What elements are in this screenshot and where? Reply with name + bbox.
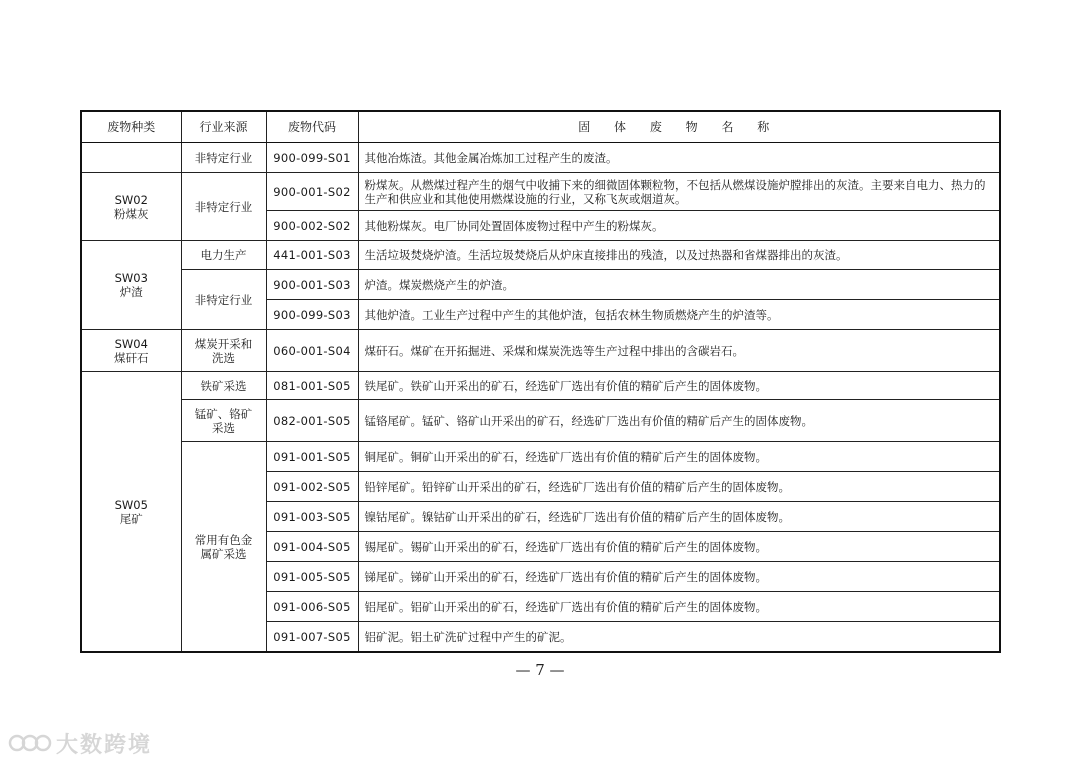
desc-cell: 炉渣。煤炭燃烧产生的炉渣。 [358,270,1000,300]
source-cell: 常用有色金 属矿采选 [181,442,266,653]
category-cell: SW04 煤矸石 [81,330,181,372]
table-row [81,372,1000,400]
desc-cell: 煤矸石。煤矿在开拓掘进、采煤和煤炭洗选等生产过程中排出的含碳岩石。 [358,330,1000,372]
table-row [81,143,1000,173]
header-category: 废物种类 [81,111,181,143]
desc-cell: 其他炉渣。工业生产过程中产生的其他炉渣，包括农林生物质燃烧产生的炉渣等。 [358,300,1000,330]
table-row [81,400,1000,442]
header-source: 行业来源 [181,111,266,143]
desc-cell: 生活垃圾焚烧炉渣。生活垃圾焚烧后从炉床直接排出的残渣，以及过热器和省煤器排出的灰渣。 [358,241,1000,270]
table-row [81,330,1000,372]
desc-cell: 其他粉煤灰。电厂协同处置固体废物过程中产生的粉煤灰。 [358,211,1000,241]
source-cell: 非特定行业 [181,173,266,241]
source-cell: 锰矿、铬矿 采选 [181,400,266,442]
code-cell: 091-002-S05 [266,472,358,502]
desc-cell: 锑尾矿。锑矿山开采出的矿石，经选矿厂选出有价值的精矿后产生的固体废物。 [358,562,1000,592]
code-cell: 091-007-S05 [266,622,358,653]
source-cell: 煤炭开采和 洗选 [181,330,266,372]
table-row [81,173,1000,211]
code-cell: 900-001-S02 [266,173,358,211]
desc-cell: 其他冶炼渣。其他金属冶炼加工过程产生的废渣。 [358,143,1000,173]
desc-cell: 铝矿泥。铝土矿洗矿过程中产生的矿泥。 [358,622,1000,653]
code-cell: 091-005-S05 [266,562,358,592]
table-row [81,241,1000,270]
waste-table [80,110,1001,653]
desc-cell: 锡尾矿。锡矿山开采出的矿石，经选矿厂选出有价值的精矿后产生的固体废物。 [358,532,1000,562]
desc-cell: 铜尾矿。铜矿山开采出的矿石，经选矿厂选出有价值的精矿后产生的固体废物。 [358,442,1000,472]
code-cell: 900-099-S01 [266,143,358,173]
code-cell: 091-006-S05 [266,592,358,622]
code-cell: 900-002-S02 [266,211,358,241]
source-cell: 非特定行业 [181,270,266,330]
page-number: — 7 — [515,661,565,679]
code-cell: 441-001-S03 [266,241,358,270]
code-cell: 900-099-S03 [266,300,358,330]
code-cell: 081-001-S05 [266,372,358,400]
desc-cell: 铅锌尾矿。铅锌矿山开采出的矿石，经选矿厂选出有价值的精矿后产生的固体废物。 [358,472,1000,502]
source-cell: 铁矿采选 [181,372,266,400]
table-row [81,442,1000,472]
watermark [8,728,152,758]
source-cell: 电力生产 [181,241,266,270]
code-cell: 060-001-S04 [266,330,358,372]
code-cell: 091-003-S05 [266,502,358,532]
code-cell: 082-001-S05 [266,400,358,442]
category-cell: SW05 尾矿 [81,372,181,653]
code-cell: 900-001-S03 [266,270,358,300]
code-cell: 091-001-S05 [266,442,358,472]
desc-cell: 镍钴尾矿。镍钴矿山开采出的矿石，经选矿厂选出有价值的精矿后产生的固体废物。 [358,502,1000,532]
desc-cell: 粉煤灰。从燃煤过程产生的烟气中收捕下来的细微固体颗粒物，不包括从燃煤设施炉膛排出的灰渣。主要来自电力、热力的生产和供应业和其他使用燃煤设施的行业，又称飞灰或烟道灰。 [358,173,1000,211]
category-cell [81,143,181,173]
desc-cell: 铁尾矿。铁矿山开采出的矿石，经选矿厂选出有价值的精矿后产生的固体废物。 [358,372,1000,400]
category-cell: SW02 粉煤灰 [81,173,181,241]
category-cell: SW03 炉渣 [81,241,181,330]
desc-cell: 铝尾矿。铝矿山开采出的矿石，经选矿厂选出有价值的精矿后产生的固体废物。 [358,592,1000,622]
desc-cell: 锰铬尾矿。锰矿、铬矿山开采出的矿石，经选矿厂选出有价值的精矿后产生的固体废物。 [358,400,1000,442]
header-name: 固 体 废 物 名 称 [358,111,1000,143]
watermark-text: 大数跨境 [56,732,153,758]
header-code: 废物代码 [266,111,358,143]
table-row [81,270,1000,300]
watermark-logo-icon [8,732,52,754]
table-header-row [81,111,1000,143]
source-cell: 非特定行业 [181,143,266,173]
code-cell: 091-004-S05 [266,532,358,562]
